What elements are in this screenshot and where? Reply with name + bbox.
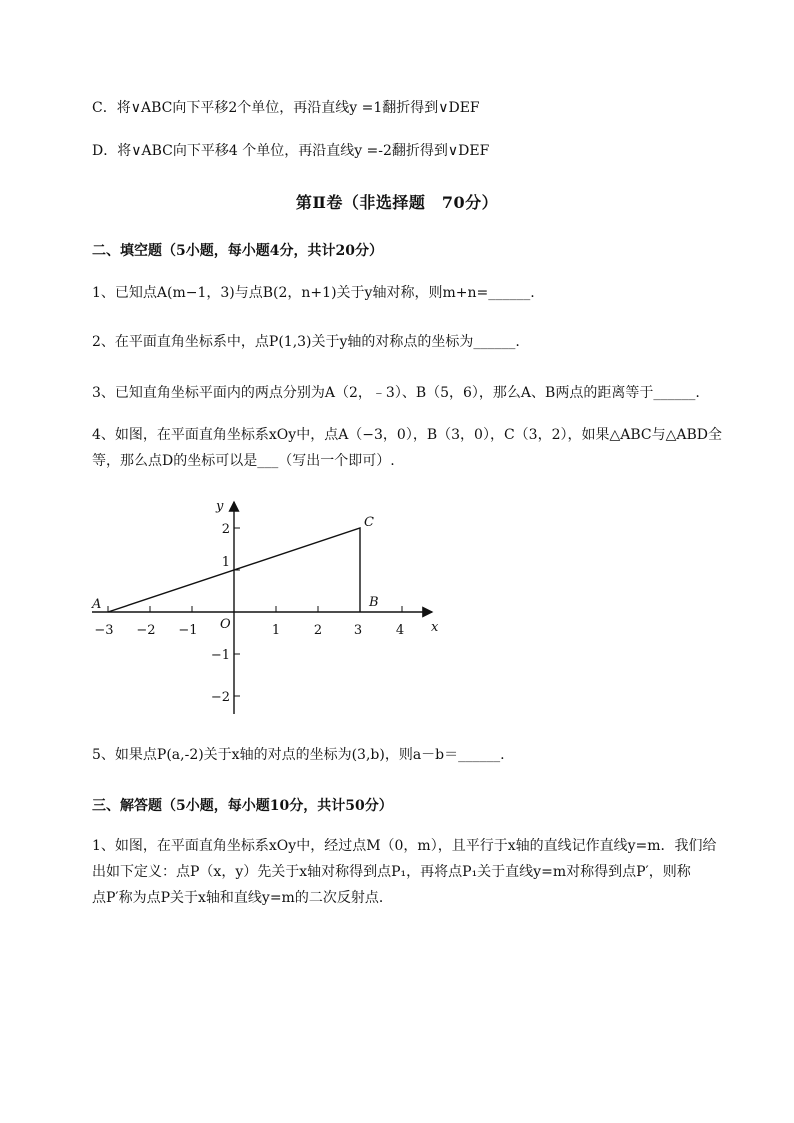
answer-question-1-line3: 点P′称为点P关于x轴和直线y=m的二次反射点． <box>92 890 393 906</box>
answer-question-1-line1: 1、如图，在平面直角坐标系xOy中，经过点M（0，m），且平行于x轴的直线记作直线y=m．我们给 <box>92 838 717 854</box>
fill-question-4-line2: 等，那么点D的坐标可以是___（写出一个即可）. <box>92 453 395 469</box>
x-axis-label: x <box>431 620 439 635</box>
option-c: C．将∨ABC向下平移2个单位，再沿直线y =1翻折得到∨DEF <box>92 100 480 116</box>
point-b-label: B <box>369 595 379 610</box>
y-tick-label: 2 <box>221 522 230 537</box>
y-tick-label: −1 <box>210 648 230 663</box>
y-tick-label: −2 <box>210 690 230 705</box>
x-tick-label: −2 <box>136 623 156 638</box>
fill-question-1: 1、已知点A(m−1，3)与点B(2，n+1)关于y轴对称，则m+n=______. <box>92 285 535 301</box>
x-tick-label: −3 <box>94 623 114 638</box>
x-tick-marks <box>108 606 402 612</box>
x-tick-label: 2 <box>313 623 323 638</box>
part2-title: 第Ⅱ卷（非选择题 70分） <box>295 193 499 212</box>
fill-question-4-line1: 4、如图，在平面直角坐标系xOy中，点A（−3，0），B（3，0），C（3，2），如果△ABC与△ABD全 <box>92 427 722 443</box>
fill-question-5: 5、如果点P(a,-2)关于x轴的对点的坐标为(3,b)，则a－b＝______. <box>92 747 505 763</box>
fill-section-heading: 二、填空题（5小题，每小题4分，共计20分） <box>92 243 383 259</box>
origin-label: O <box>220 617 231 632</box>
coordinate-figure <box>88 496 448 725</box>
coordinate-plane-svg <box>88 496 448 721</box>
point-c-label: C <box>364 515 374 530</box>
y-axis-label: y <box>216 499 224 514</box>
answer-question-1-line2: 出如下定义：点P（x，y）先关于x轴对称得到点P₁，再将点P₁关于直线y=m对称得到点P′，则称 <box>92 864 691 880</box>
option-d: D．将∨ABC向下平移4 个单位，再沿直线y =-2翻折得到∨DEF <box>92 143 490 159</box>
y-tick-label: 1 <box>221 555 230 570</box>
x-tick-label: 3 <box>353 623 363 638</box>
fill-question-2: 2、在平面直角坐标系中，点P(1,3)关于y轴的对称点的坐标为______. <box>92 334 520 350</box>
answer-section-heading: 三、解答题（5小题，每小题10分，共计50分） <box>92 798 393 814</box>
x-tick-label: 1 <box>271 623 281 638</box>
x-tick-label: −1 <box>178 623 198 638</box>
point-a-label: A <box>92 597 102 612</box>
fill-question-3: 3、已知直角坐标平面内的两点分别为A（2，﹣3）、B（5，6），那么A、B两点的距离等于______. <box>92 385 700 401</box>
x-tick-label: 4 <box>395 623 405 638</box>
